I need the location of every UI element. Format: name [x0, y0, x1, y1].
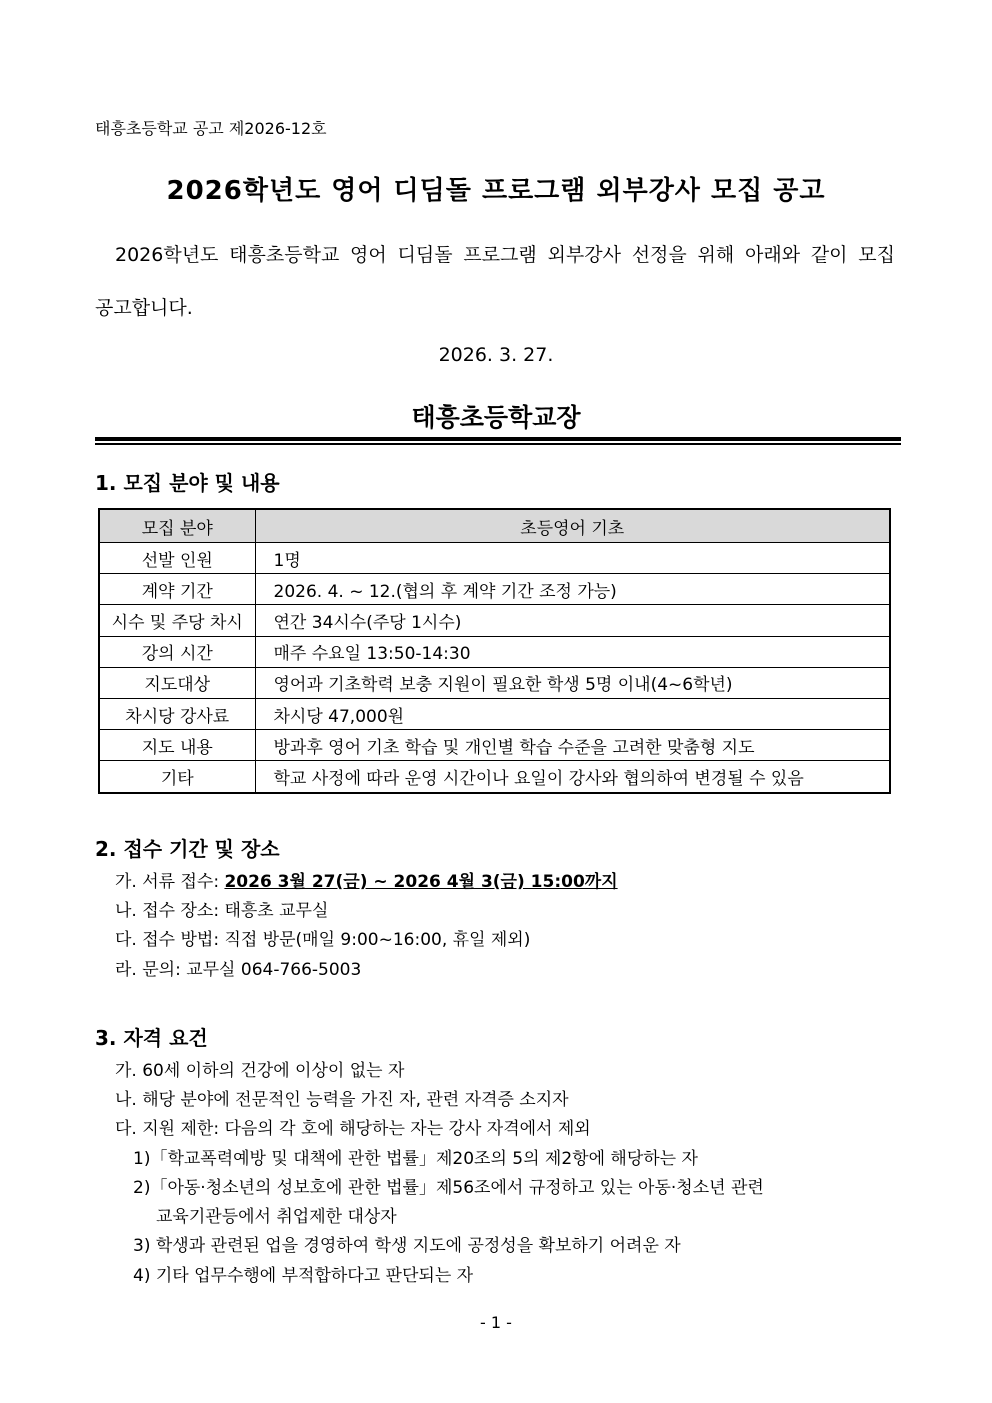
table-row	[99, 698, 890, 729]
row-label: 시수 및 주당 차시	[99, 605, 255, 636]
row-value: 2026. 4. ~ 12.(협의 후 계약 기간 조정 가능)	[255, 574, 890, 605]
issuer-name: 태흥초등학교장	[411, 403, 581, 432]
row-label: 지도 내용	[99, 730, 255, 761]
requirement-item: 가. 60세 이하의 건강에 이상이 없는 자	[115, 1061, 405, 1081]
table-row	[99, 667, 890, 698]
notice-number: 태흥초등학교 공고 제2026-12호	[95, 119, 327, 138]
row-value: 연간 34시수(주당 1시수)	[255, 605, 890, 636]
table-row	[99, 605, 890, 636]
row-value: 방과후 영어 기초 학습 및 개인별 학습 수준을 고려한 맞춤형 지도	[255, 730, 890, 761]
row-value: 학교 사정에 따라 운영 시간이나 요일이 강사와 협의하여 변경될 수 있음	[255, 761, 890, 793]
section-3-title: 3. 자격 요건	[95, 1026, 208, 1050]
row-label: 계약 기간	[99, 574, 255, 605]
notice-date: 2026. 3. 27.	[438, 344, 554, 366]
restriction-item: 4) 기타 업무수행에 부적합하다고 판단되는 자	[133, 1266, 474, 1286]
section-2-title: 2. 접수 기간 및 장소	[95, 837, 280, 861]
table-row	[99, 730, 890, 761]
table-row	[99, 543, 890, 574]
table-row	[99, 636, 890, 667]
row-value: 1명	[255, 543, 890, 574]
contact-info: 라. 문의: 교무실 064-766-5003	[115, 960, 362, 980]
divider-thick	[95, 437, 901, 441]
restriction-item: 2)「아동·청소년의 성보호에 관한 법률」제56조에서 규정하고 있는 아동·청소년 관련	[133, 1178, 764, 1198]
table-header-value: 초등영어 기초	[255, 509, 890, 543]
table-header-row	[99, 509, 890, 543]
intro-line-1: 2026학년도 태흥초등학교 영어 디딤돌 프로그램 외부강사 선정을 위해 아래와 같이 모집	[115, 244, 895, 266]
table-header-label: 모집 분야	[99, 509, 255, 543]
application-method: 다. 접수 방법: 직접 방문(매일 9:00~16:00, 휴일 제외)	[115, 930, 531, 950]
row-value: 차시당 47,000원	[255, 698, 890, 729]
row-label: 강의 시간	[99, 636, 255, 667]
page-number: - 1 -	[480, 1313, 512, 1332]
section-1-title: 1. 모집 분야 및 내용	[95, 471, 280, 495]
application-period-label: 가. 서류 접수:	[115, 872, 225, 892]
table-row	[99, 761, 890, 793]
application-period	[115, 867, 618, 892]
document-title: 2026학년도 영어 디딤돌 프로그램 외부강사 모집 공고	[166, 176, 826, 206]
restriction-item: 1)「학교폭력예방 및 대책에 관한 법률」제20조의 5의 제2항에 해당하는 자	[133, 1149, 698, 1169]
recruitment-table	[98, 508, 891, 794]
application-period-value: 2026 3월 27(금) ~ 2026 4월 3(금) 15:00까지	[224, 872, 618, 892]
restriction-item: 3) 학생과 관련된 업을 경영하여 학생 지도에 공정성을 확보하기 어려운 자	[133, 1236, 681, 1256]
intro-line-2: 공고합니다.	[95, 297, 193, 319]
requirement-item: 다. 지원 제한: 다음의 각 호에 해당하는 자는 강사 자격에서 제외	[115, 1119, 591, 1139]
application-place: 나. 접수 장소: 태흥초 교무실	[115, 901, 329, 921]
row-value: 영어과 기초학력 보충 지원이 필요한 학생 5명 이내(4~6학년)	[255, 667, 890, 698]
row-label: 기타	[99, 761, 255, 793]
row-label: 차시당 강사료	[99, 698, 255, 729]
row-label: 선발 인원	[99, 543, 255, 574]
requirement-item: 나. 해당 분야에 전문적인 능력을 가진 자, 관련 자격증 소지자	[115, 1090, 569, 1110]
restriction-item-continued: 교육기관등에서 취업제한 대상자	[156, 1207, 397, 1227]
divider-thin	[95, 443, 901, 445]
table-row	[99, 574, 890, 605]
row-label: 지도대상	[99, 667, 255, 698]
row-value: 매주 수요일 13:50-14:30	[255, 636, 890, 667]
